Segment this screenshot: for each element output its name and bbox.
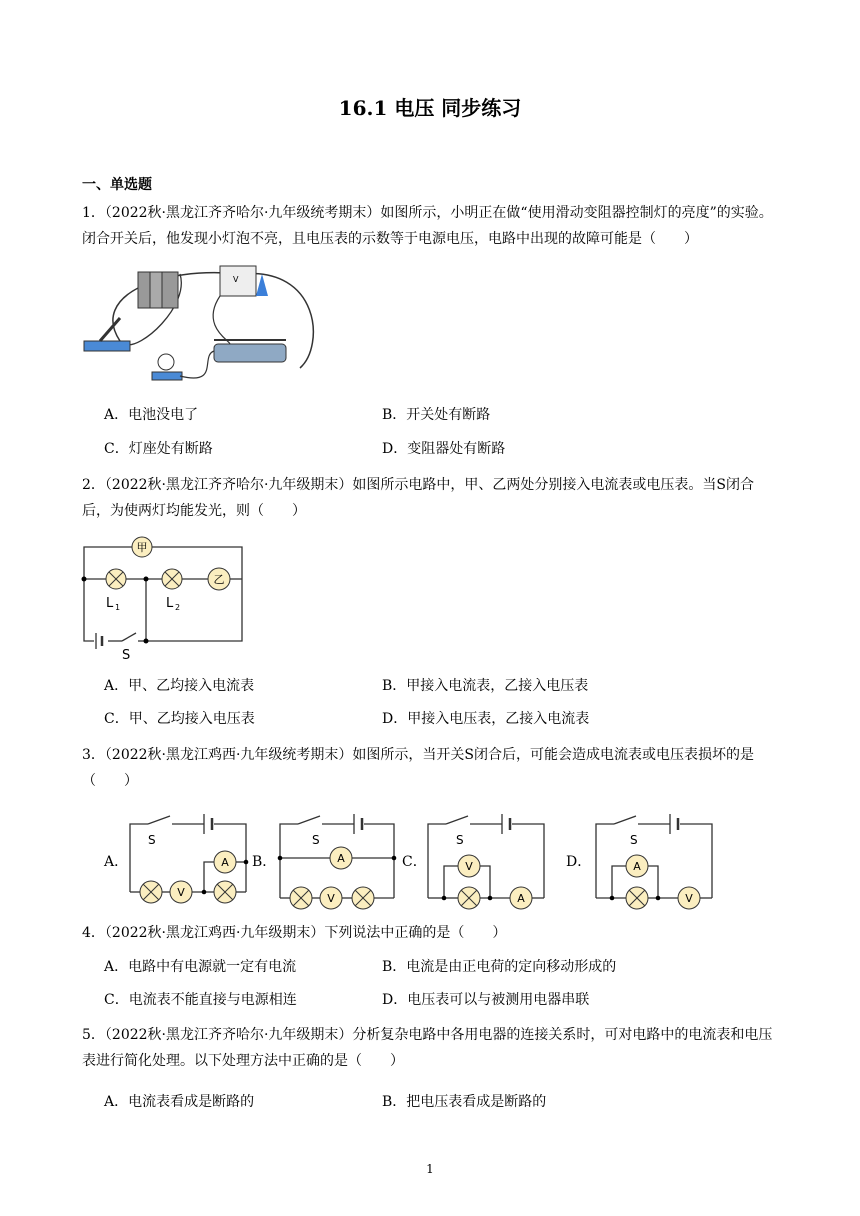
question-3-circuit-b [276, 810, 402, 916]
bulb-l1-icon [106, 569, 126, 589]
question-4-option-d: D．电压表可以与被测用电器串联 [382, 992, 590, 1008]
rheostat-icon [214, 340, 286, 362]
section-heading: 一、单选题 [82, 177, 152, 193]
svg-text:S: S [456, 833, 464, 847]
question-3-stem: 3．（2022秋·黑龙江鸡西·九年级统考期末）如图所示，当开关S闭合后，可能会造成电流表或电压表损坏的是（ ） [82, 747, 755, 789]
svg-text:S: S [122, 648, 131, 663]
question-4-stem: 4．（2022秋·黑龙江鸡西·九年级期末）下列说法中正确的是（ ） [82, 925, 507, 941]
question-2-option-b: B．甲接入电流表，乙接入电压表 [382, 678, 589, 694]
battery-icon [138, 272, 178, 308]
question-2-option-d: D．甲接入电压表，乙接入电流表 [382, 711, 590, 727]
svg-text:1: 1 [115, 603, 121, 612]
svg-text:S: S [630, 833, 638, 847]
svg-text:L: L [106, 596, 114, 611]
question-1-option-d: D．变阻器处有断路 [382, 441, 506, 457]
question-4-option-a: A．电路中有电源就一定有电流 [104, 959, 297, 975]
svg-text:L: L [166, 596, 174, 611]
question-2-option-a: A．甲、乙均接入电流表 [104, 678, 255, 694]
question-5-option-b: B．把电压表看成是断路的 [382, 1094, 547, 1110]
question-1-option-c: C．灯座处有断路 [104, 441, 213, 457]
question-2-figure [80, 535, 250, 663]
svg-text:A: A [337, 852, 345, 865]
svg-text:A: A [633, 860, 641, 873]
question-3-option-b-letter: B． [252, 854, 277, 870]
question-1-stem: 1．（2022秋·黑龙江齐齐哈尔·九年级统考期末）如图所示，小明正在做“使用滑动变阻器控制灯的亮度”的实验。闭合开关后，他发现小灯泡不亮，且电压表的示数等于电源电压，电路中出现的故障可能是（ ） [82, 205, 773, 247]
svg-text:V: V [685, 892, 693, 905]
question-4-option-c: C．电流表不能直接与电源相连 [104, 992, 297, 1008]
bulb-l2-icon [162, 569, 182, 589]
svg-text:V: V [177, 886, 185, 899]
question-3-circuit-a [126, 810, 252, 916]
question-1-option-b: B．开关处有断路 [382, 407, 491, 423]
svg-text:V: V [327, 892, 335, 905]
bulb-icon [152, 354, 182, 380]
question-1-figure [80, 256, 340, 386]
svg-text:A: A [221, 856, 229, 869]
question-2-option-c: C．甲、乙均接入电压表 [104, 711, 255, 727]
question-3-option-d-letter: D． [566, 854, 592, 870]
svg-text:V: V [233, 275, 239, 284]
svg-text:乙: 乙 [213, 573, 225, 586]
question-1-option-a: A．电池没电了 [104, 407, 199, 423]
question-4-option-b: B．电流是由正电荷的定向移动形成的 [382, 959, 617, 975]
meter-yi [208, 568, 230, 590]
svg-text:S: S [312, 833, 320, 847]
page-title: 16.1 电压 同步练习 [338, 96, 522, 120]
svg-text:V: V [465, 860, 473, 873]
switch-icon [84, 318, 130, 351]
question-5-option-a: A．电流表看成是断路的 [104, 1094, 255, 1110]
question-5-stem: 5．（2022秋·黑龙江齐齐哈尔·九年级期末）分析复杂电路中各用电器的连接关系时，可对电路中的电流表和电压表进行简化处理。以下处理方法中正确的是（ ） [82, 1027, 773, 1069]
voltmeter-icon [220, 266, 268, 296]
question-3-circuit-c [424, 810, 550, 916]
svg-text:A: A [517, 892, 525, 905]
meter-jia [132, 537, 152, 557]
svg-text:2: 2 [175, 603, 181, 612]
page-number: 1 [426, 1162, 434, 1176]
question-3-circuit-d [592, 810, 718, 916]
question-3-option-a-letter: A． [104, 854, 129, 870]
question-2-stem: 2．（2022秋·黑龙江齐齐哈尔·九年级期末）如图所示电路中，甲、乙两处分别接入电流表或电压表。当S闭合后，为使两灯均能发光，则（ ） [82, 477, 755, 519]
svg-text:甲: 甲 [136, 541, 148, 554]
question-3-option-c-letter: C． [402, 854, 427, 870]
svg-text:S: S [148, 833, 156, 847]
